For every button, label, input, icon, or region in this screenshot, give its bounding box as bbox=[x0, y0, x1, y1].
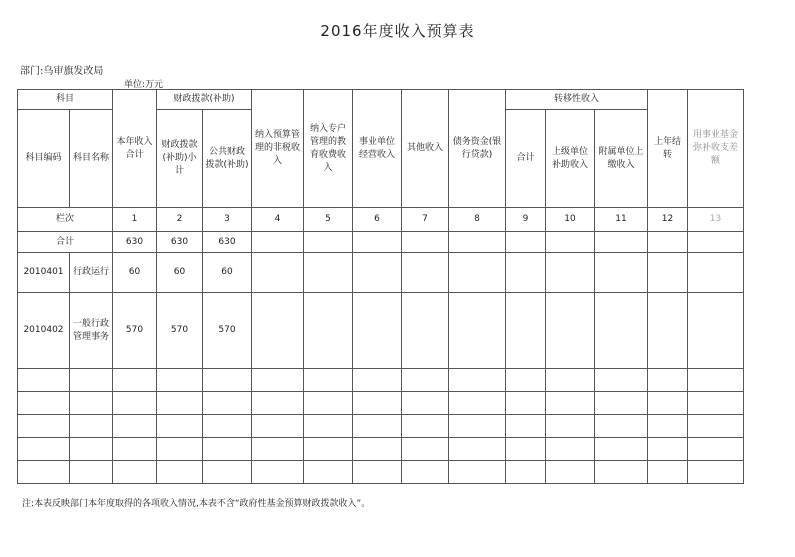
total-income-cell: 630 bbox=[113, 232, 157, 253]
empty-cell bbox=[402, 293, 449, 369]
empty-cell bbox=[648, 438, 688, 461]
empty-cell bbox=[506, 461, 546, 484]
empty-cell bbox=[449, 253, 506, 293]
empty-cell bbox=[546, 253, 595, 293]
empty-cell bbox=[252, 293, 304, 369]
empty-row bbox=[18, 415, 744, 438]
total-public-fiscal-cell: 630 bbox=[203, 232, 252, 253]
empty-cell bbox=[688, 232, 744, 253]
subject-name-cell: 行政运行 bbox=[70, 253, 113, 293]
empty-cell bbox=[304, 461, 353, 484]
empty-cell bbox=[70, 415, 113, 438]
empty-cell bbox=[353, 438, 402, 461]
empty-cell bbox=[506, 293, 546, 369]
empty-cell bbox=[113, 461, 157, 484]
empty-cell bbox=[595, 438, 648, 461]
empty-cell bbox=[113, 392, 157, 415]
header-fund-balance: 用事业基金弥补收支差额 bbox=[688, 90, 744, 208]
column-number: 11 bbox=[595, 208, 648, 232]
empty-cell bbox=[402, 392, 449, 415]
empty-cell bbox=[353, 461, 402, 484]
empty-cell bbox=[70, 438, 113, 461]
empty-cell bbox=[157, 438, 203, 461]
empty-cell bbox=[688, 293, 744, 369]
empty-row bbox=[18, 392, 744, 415]
empty-cell bbox=[449, 438, 506, 461]
empty-cell bbox=[648, 253, 688, 293]
empty-cell bbox=[506, 232, 546, 253]
empty-cell bbox=[688, 253, 744, 293]
header-carry-over: 上年结转 bbox=[648, 90, 688, 208]
empty-row bbox=[18, 461, 744, 484]
empty-cell bbox=[18, 461, 70, 484]
empty-cell bbox=[546, 438, 595, 461]
public-fiscal-cell: 60 bbox=[203, 253, 252, 293]
empty-cell bbox=[506, 392, 546, 415]
column-number-row bbox=[18, 208, 744, 232]
total-fiscal-subtotal-cell: 630 bbox=[157, 232, 203, 253]
empty-cell bbox=[157, 392, 203, 415]
empty-cell bbox=[252, 232, 304, 253]
empty-cell bbox=[113, 369, 157, 392]
total-row bbox=[18, 232, 744, 253]
empty-cell bbox=[304, 369, 353, 392]
empty-cell bbox=[203, 461, 252, 484]
header-transfer-group: 转移性收入 bbox=[506, 90, 648, 110]
empty-cell bbox=[304, 392, 353, 415]
empty-cell bbox=[304, 293, 353, 369]
empty-cell bbox=[353, 253, 402, 293]
empty-cell bbox=[688, 392, 744, 415]
total-income-cell: 60 bbox=[113, 253, 157, 293]
department-label: 部门:乌审旗发改局 bbox=[20, 66, 104, 77]
fiscal-subtotal-cell: 60 bbox=[157, 253, 203, 293]
empty-cell bbox=[113, 415, 157, 438]
empty-cell bbox=[688, 369, 744, 392]
empty-cell bbox=[648, 461, 688, 484]
header-affiliated-income: 附属单位上缴收入 bbox=[595, 110, 648, 208]
column-number: 2 bbox=[157, 208, 203, 232]
column-number-label: 栏次 bbox=[18, 208, 113, 232]
column-number: 12 bbox=[648, 208, 688, 232]
empty-cell bbox=[402, 438, 449, 461]
column-number: 4 bbox=[252, 208, 304, 232]
empty-cell bbox=[18, 392, 70, 415]
empty-cell bbox=[595, 392, 648, 415]
column-number: 3 bbox=[203, 208, 252, 232]
header-special-fee: 纳入专户管理的教育收费收入 bbox=[304, 90, 353, 208]
empty-cell bbox=[648, 232, 688, 253]
empty-cell bbox=[449, 369, 506, 392]
empty-cell bbox=[203, 438, 252, 461]
empty-cell bbox=[252, 438, 304, 461]
empty-row bbox=[18, 369, 744, 392]
total-income-cell: 570 bbox=[113, 293, 157, 369]
total-row-label: 合计 bbox=[18, 232, 113, 253]
empty-cell bbox=[252, 392, 304, 415]
header-transfer-total: 合计 bbox=[506, 110, 546, 208]
table-row bbox=[18, 293, 744, 369]
column-number: 10 bbox=[546, 208, 595, 232]
empty-cell bbox=[252, 253, 304, 293]
empty-cell bbox=[252, 415, 304, 438]
empty-cell bbox=[304, 253, 353, 293]
header-superior-subsidy: 上级单位补助收入 bbox=[546, 110, 595, 208]
header-fiscal-group: 财政拨款(补助) bbox=[157, 90, 252, 110]
empty-cell bbox=[70, 461, 113, 484]
empty-cell bbox=[546, 415, 595, 438]
empty-cell bbox=[546, 369, 595, 392]
empty-cell bbox=[595, 293, 648, 369]
empty-cell bbox=[546, 392, 595, 415]
empty-cell bbox=[595, 253, 648, 293]
public-fiscal-cell: 570 bbox=[203, 293, 252, 369]
empty-cell bbox=[402, 415, 449, 438]
empty-cell bbox=[402, 232, 449, 253]
empty-cell bbox=[70, 369, 113, 392]
subject-code-cell: 2010401 bbox=[18, 253, 70, 293]
empty-cell bbox=[688, 415, 744, 438]
empty-cell bbox=[648, 415, 688, 438]
header-row-1 bbox=[18, 90, 744, 110]
empty-cell bbox=[506, 253, 546, 293]
subject-code-cell: 2010402 bbox=[18, 293, 70, 369]
header-fiscal-subtotal: 财政拨款(补助)小计 bbox=[157, 110, 203, 208]
income-budget-table bbox=[17, 89, 744, 484]
empty-cell bbox=[353, 369, 402, 392]
empty-cell bbox=[304, 438, 353, 461]
empty-cell bbox=[18, 369, 70, 392]
empty-cell bbox=[157, 461, 203, 484]
empty-cell bbox=[546, 293, 595, 369]
empty-cell bbox=[18, 438, 70, 461]
page-title: 2016年度收入预算表 bbox=[320, 22, 475, 40]
column-number: 9 bbox=[506, 208, 546, 232]
fiscal-subtotal-cell: 570 bbox=[157, 293, 203, 369]
empty-cell bbox=[157, 415, 203, 438]
empty-cell bbox=[18, 415, 70, 438]
empty-cell bbox=[546, 461, 595, 484]
unit-label: 单位:万元 bbox=[124, 80, 164, 90]
empty-cell bbox=[595, 415, 648, 438]
empty-cell bbox=[353, 392, 402, 415]
empty-cell bbox=[402, 461, 449, 484]
empty-cell bbox=[688, 438, 744, 461]
column-number: 5 bbox=[304, 208, 353, 232]
empty-cell bbox=[449, 392, 506, 415]
table-footnote: 注:本表反映部门本年度取得的各项收入情况,本表不含“政府性基金预算财政拨款收入”。 bbox=[22, 499, 371, 509]
empty-cell bbox=[113, 438, 157, 461]
header-subject-code: 科目编码 bbox=[18, 110, 70, 208]
header-total-income: 本年收入合计 bbox=[113, 90, 157, 208]
empty-row bbox=[18, 438, 744, 461]
empty-cell bbox=[506, 438, 546, 461]
empty-cell bbox=[252, 461, 304, 484]
empty-cell bbox=[203, 415, 252, 438]
header-subject-name: 科目名称 bbox=[70, 110, 113, 208]
table-row bbox=[18, 253, 744, 293]
empty-cell bbox=[506, 415, 546, 438]
empty-cell bbox=[203, 392, 252, 415]
header-debt-funds: 债务资金(银行贷款) bbox=[449, 90, 506, 208]
header-public-fiscal: 公共财政拨款(补助) bbox=[203, 110, 252, 208]
empty-cell bbox=[595, 369, 648, 392]
column-number: 8 bbox=[449, 208, 506, 232]
empty-cell bbox=[353, 293, 402, 369]
empty-cell bbox=[595, 461, 648, 484]
header-business-income: 事业单位经营收入 bbox=[353, 90, 402, 208]
empty-cell bbox=[304, 232, 353, 253]
empty-cell bbox=[252, 369, 304, 392]
empty-cell bbox=[402, 369, 449, 392]
empty-cell bbox=[304, 415, 353, 438]
empty-cell bbox=[648, 392, 688, 415]
empty-cell bbox=[70, 392, 113, 415]
empty-cell bbox=[353, 415, 402, 438]
header-other-income: 其他收入 bbox=[402, 90, 449, 208]
column-number: 7 bbox=[402, 208, 449, 232]
column-number: 1 bbox=[113, 208, 157, 232]
empty-cell bbox=[449, 461, 506, 484]
empty-cell bbox=[353, 232, 402, 253]
column-number: 13 bbox=[688, 208, 744, 232]
subject-name-cell: 一般行政管理事务 bbox=[70, 293, 113, 369]
empty-cell bbox=[157, 369, 203, 392]
empty-cell bbox=[449, 232, 506, 253]
column-number: 6 bbox=[353, 208, 402, 232]
empty-cell bbox=[449, 415, 506, 438]
empty-cell bbox=[595, 232, 648, 253]
empty-cell bbox=[506, 369, 546, 392]
empty-cell bbox=[648, 369, 688, 392]
empty-cell bbox=[449, 293, 506, 369]
empty-cell bbox=[546, 232, 595, 253]
header-subject-group: 科目 bbox=[18, 90, 113, 110]
empty-cell bbox=[688, 461, 744, 484]
empty-cell bbox=[203, 369, 252, 392]
empty-cell bbox=[648, 293, 688, 369]
empty-cell bbox=[402, 253, 449, 293]
header-budget-nontax: 纳入预算管理的非税收入 bbox=[252, 90, 304, 208]
